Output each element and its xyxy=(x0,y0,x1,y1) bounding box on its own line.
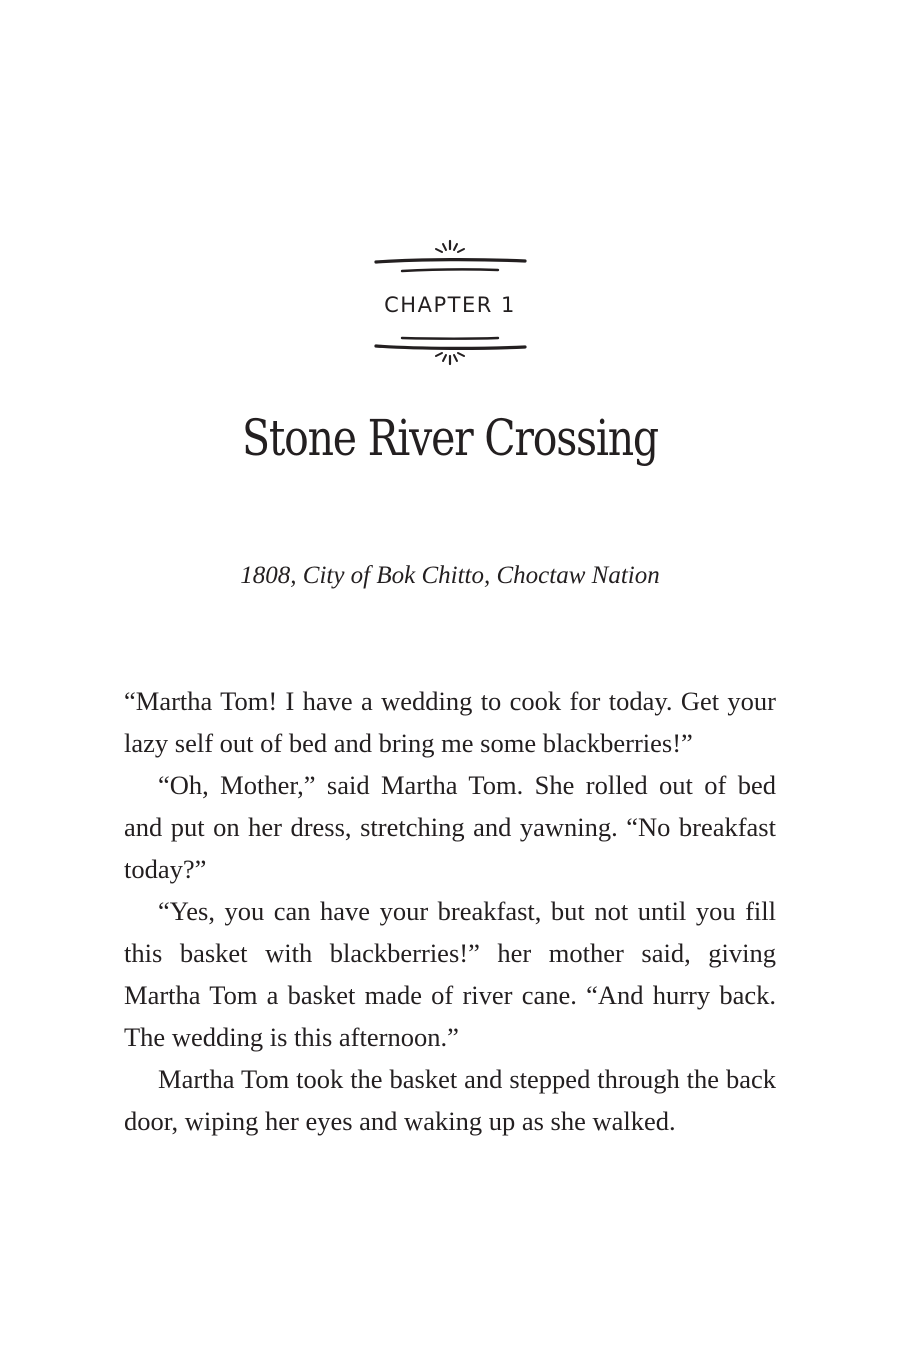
paragraph: “Yes, you can have your breakfast, but not until you fill this basket with blackberries!” her mother said, giving Martha Tom a basket made of river cane. “And hurry back. The wedding is this afternoon.” xyxy=(124,896,776,1052)
paragraph: Martha Tom took the basket and stepped through the back door, wiping her eyes and waking up as she walked. xyxy=(124,1064,776,1136)
chapter-title: Stone River Crossing xyxy=(242,409,658,467)
chapter-body xyxy=(124,680,776,1142)
paragraph: “Oh, Mother,” said Martha Tom. She rolled out of bed and put on her dress, stretching and yawning. “No breakfast today?” xyxy=(124,770,776,884)
chapter-dateline: 1808, City of Bok Chitto, Choctaw Nation xyxy=(240,562,660,589)
chapter-ornament-top xyxy=(370,238,530,278)
flourish-rays-icon xyxy=(370,330,530,370)
chapter-ornament-bottom xyxy=(370,330,530,370)
chapter-number: CHAPTER 1 xyxy=(384,293,516,317)
flourish-rays-icon xyxy=(370,238,530,278)
paragraph: “Martha Tom! I have a wedding to cook for today. Get your lazy self out of bed and bring me some blackberries!” xyxy=(124,686,776,758)
